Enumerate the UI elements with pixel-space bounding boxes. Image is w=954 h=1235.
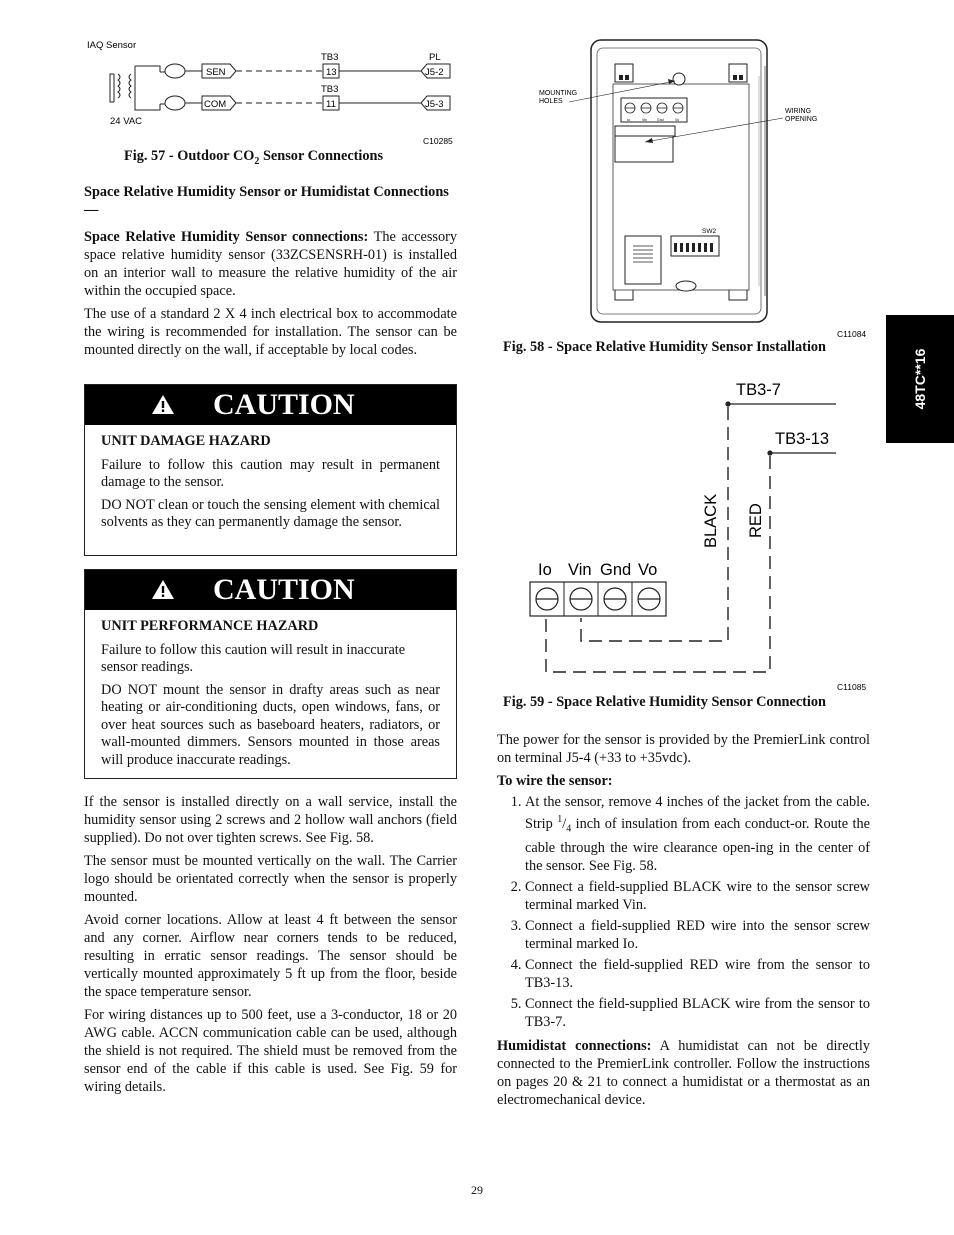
fig58-sensor-svg xyxy=(535,36,871,342)
bottom-mounting-hole-icon xyxy=(676,281,696,291)
fig58-term-io: Io xyxy=(627,118,630,122)
fig59-wiring-svg xyxy=(520,370,872,695)
tb3-top-label: TB3 xyxy=(321,52,339,63)
fig58-term-vo: Vo xyxy=(675,118,680,122)
caution-title: UNIT DAMAGE HAZARD xyxy=(101,433,271,449)
wiring-step: 3. Connect a field-supplied RED wire into the sensor screw terminal marked Io. xyxy=(525,917,870,953)
fig57-caption: Fig. 57 - Outdoor $CO_2$ Sensor Connections xyxy=(124,148,384,167)
sen-label: SEN xyxy=(206,67,226,78)
warning-icon xyxy=(151,579,175,600)
fig58-term-vin: Vin xyxy=(642,118,647,122)
fig57-code: C10285 xyxy=(423,136,453,146)
caution-text-2: DO NOT clean or touch the sensing element with chemical solvents as they can permanently damage the sensor. xyxy=(101,496,440,530)
wiring-label: WIRING xyxy=(785,108,812,115)
caution-banner xyxy=(85,385,456,425)
vin-label: Vin xyxy=(568,561,592,579)
com-label: COM xyxy=(204,99,227,110)
corner-paragraph: Avoid corner locations. Allow at least 4 ft between the sensor and any corner. Airflow near corners tends to be reduced, resulting in erratic sensor readings. The sensor should be vertically mounted approximately 5 ft up from the floor, beside the space temperature sensor. xyxy=(84,912,457,1000)
j5-2-label: J5-2 xyxy=(425,67,444,78)
pl-label: PL xyxy=(429,52,441,63)
wiring-step: 2. Connect a field-supplied BLACK wire to the sensor screw terminal marked Vin. xyxy=(525,878,870,914)
right-column-text xyxy=(497,731,870,1114)
wiring-step: 1. At the sensor, remove 4 inches of the jacket from the cable. Strip $^1/_4$ inch of insulation from each conduct-or. Route the cable through the wire clearance open-ing in the center of the sensor. See Fig. 58. xyxy=(525,793,870,875)
terminal-11-label: 11 xyxy=(326,99,336,110)
fig58-term-gnd: Gnd xyxy=(657,118,664,122)
caution-box-performance xyxy=(84,569,457,779)
left-column-top xyxy=(84,183,457,364)
fig58-diagram xyxy=(535,36,871,342)
section-tab xyxy=(886,315,954,443)
transformer-icon xyxy=(110,66,160,110)
red-wire-label: RED xyxy=(747,503,765,538)
wiring-step: 4. Connect the field-supplied RED wire from the sensor to TB3-13. xyxy=(525,956,870,992)
section-tab-label: 48TC**16 xyxy=(912,348,928,410)
caution-word: CAUTION xyxy=(213,573,355,606)
page-number: 29 xyxy=(471,1183,483,1197)
section-heading: Space Relative Humidity Sensor or Humidistat Connections — xyxy=(84,184,449,218)
power-paragraph: The power for the sensor is provided by the PremierLink control on terminal J5-4 (+33 to +35vdc). xyxy=(497,732,870,766)
caution-text-1: Failure to follow this caution may result in permanent damage to the sensor. xyxy=(101,456,440,490)
sen-terminal-icon xyxy=(165,64,185,78)
tb3-13-label: TB3-13 xyxy=(775,430,830,448)
black-wire-label: BLACK xyxy=(702,493,720,548)
fig59-code: C11085 xyxy=(837,682,867,692)
rh-sensor-paragraph: Space Relative Humidity Sensor connections: The accessory space relative humidity sensor (33ZCSENSRH-01) is installed on an interior wall to measure the relative humidity of the air within the occupied space. xyxy=(84,229,458,299)
caution-text-1: Failure to follow this caution will result in inaccurate sensor readings. xyxy=(101,641,406,675)
vac-label: 24 VAC xyxy=(110,116,143,127)
to-wire-heading: To wire the sensor: xyxy=(497,773,613,789)
iaq-sensor-label: IAQ Sensor xyxy=(87,40,137,51)
left-column-bottom xyxy=(84,793,457,1101)
wall-install-paragraph: If the sensor is installed directly on a wall service, install the humidity sensor using 2 screws and 2 hollow wall anchors (field supplied). Do not over tighten screws. See Fig. 58. xyxy=(84,794,457,846)
caution-banner xyxy=(85,570,456,610)
fig57-diagram xyxy=(80,36,460,148)
com-terminal-icon xyxy=(165,96,185,110)
mounting-label: MOUNTING xyxy=(539,90,578,97)
electrical-box-paragraph: The use of a standard 2 X 4 inch electrical box to accommodate the wiring is recommended for installation. The sensor can be mounted directly on the wall, if acceptable by local codes. xyxy=(84,306,457,358)
caution-title: UNIT PERFORMANCE HAZARD xyxy=(101,618,319,634)
fig58-caption: Fig. 58 - Space Relative Humidity Sensor Installation xyxy=(503,339,827,355)
j5-3-label: J5-3 xyxy=(425,99,444,110)
opening-label: OPENING xyxy=(785,116,818,123)
wiring-distance-paragraph: For wiring distances up to 500 feet, use a 3-conductor, 18 or 20 AWG cable. ACCN communication cable can be used, although the shield is not required. The shield must be removed from the sensor end of the cable if this cable is used. See Fig. 59 for wiring details. xyxy=(84,1007,457,1095)
fig59-caption: Fig. 59 - Space Relative Humidity Sensor Connection xyxy=(503,694,826,710)
fig57-wiring-svg xyxy=(80,36,460,148)
io-label: Io xyxy=(538,561,552,579)
terminal-13-label: 13 xyxy=(326,67,337,78)
fig59-diagram xyxy=(520,370,872,695)
wiring-steps-list xyxy=(497,793,870,1031)
holes-label: HOLES xyxy=(539,98,563,105)
tb3-7-label: TB3-7 xyxy=(736,381,781,399)
vo-label: Vo xyxy=(638,561,658,579)
gnd-label: Gnd xyxy=(600,561,632,579)
wiring-step: 5. Connect the field-supplied BLACK wire from the sensor to TB3-7. xyxy=(525,995,870,1031)
fig58-code: C11084 xyxy=(837,329,867,339)
tb3-bottom-label: TB3 xyxy=(321,84,339,95)
warning-icon xyxy=(151,394,175,415)
caution-text-2: DO NOT mount the sensor in drafty areas such as near heating or air-conditioning ducts, open windows, fans, or over heat sources such as baseboard heaters, radiators, or wall-mounted dimmers. Sensors mounted in those areas will produce inaccurate readings. xyxy=(101,681,440,768)
humidistat-paragraph: Humidistat connections: A humidistat can not be directly connected to the PremierLink controller. Follow the instructions on pages 20 & 21 to connect a humidistat or a thermostat as an electromechanical device. xyxy=(497,1037,871,1108)
vertical-mount-paragraph: The sensor must be mounted vertically on the wall. The Carrier logo should be orientated correctly when the sensor is properly mounted. xyxy=(84,853,457,905)
caution-box-damage xyxy=(84,384,457,556)
mounting-hole-icon xyxy=(673,73,685,85)
sw2-label: SW2 xyxy=(702,228,717,235)
caution-word: CAUTION xyxy=(213,388,355,421)
